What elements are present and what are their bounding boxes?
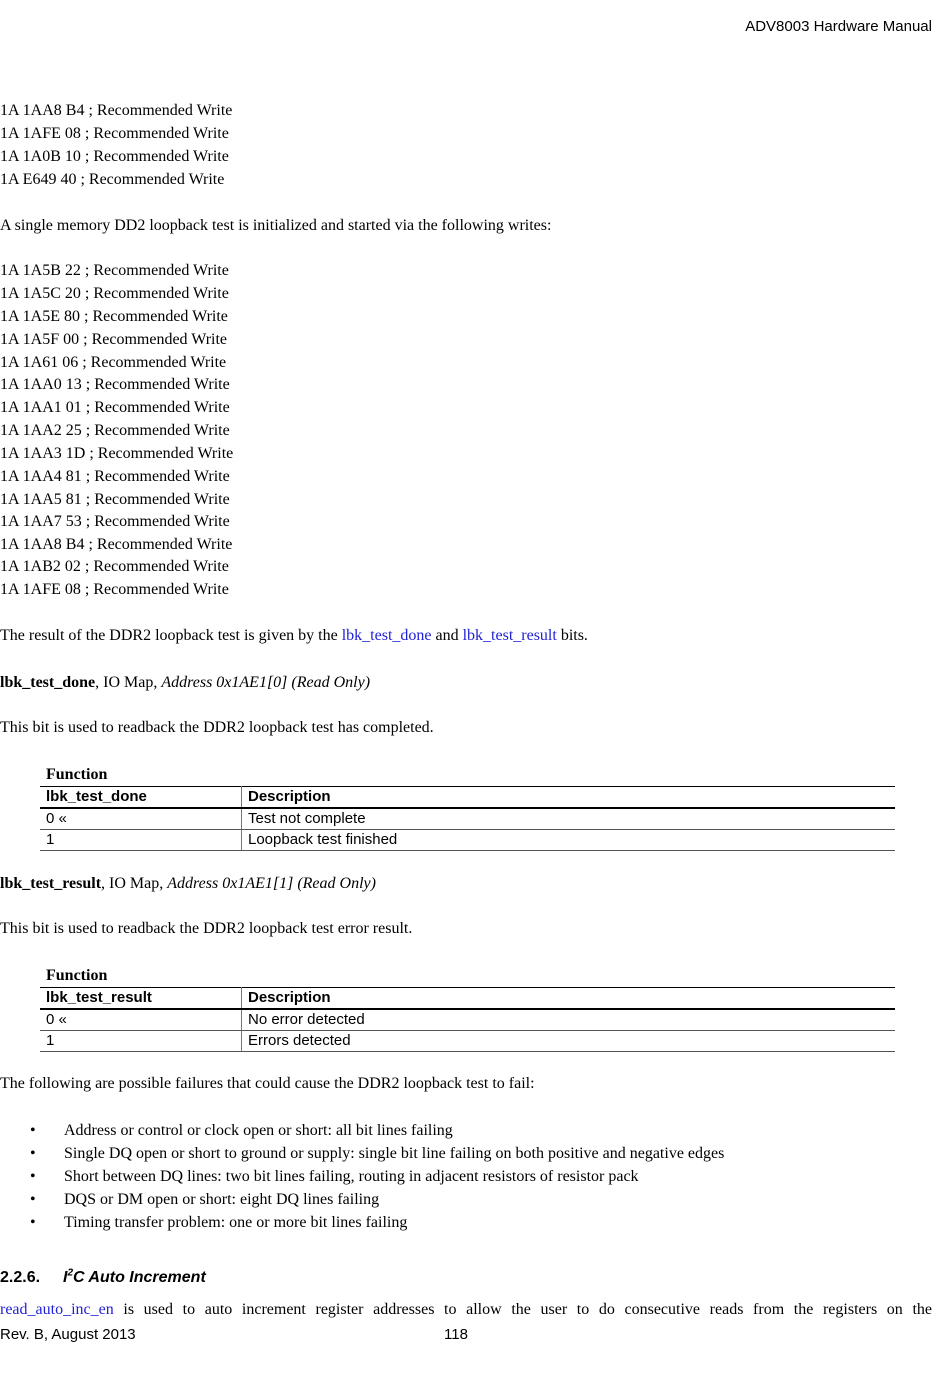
register-name: lbk_test_done [0, 674, 96, 691]
table-header-row [40, 787, 895, 809]
table-caption: Function [46, 967, 108, 984]
document-header: ADV8003 Hardware Manual [745, 18, 932, 35]
lbk-test-result-link[interactable]: lbk_test_result [462, 627, 557, 644]
write-line: 1A 1AA1 01 ; Recommended Write [0, 399, 230, 416]
list-item [30, 1165, 724, 1188]
auto-increment-paragraph [0, 1301, 932, 1319]
register-description: This bit is used to readback the DDR2 loopback test error result. [0, 920, 413, 937]
table-header-row [40, 988, 895, 1010]
table-row [40, 808, 895, 830]
write-line: 1A E649 40 ; Recommended Write [0, 171, 225, 188]
cell-description: Errors detected [242, 1031, 896, 1052]
footer-revision: Rev. B, August 2013 [0, 1326, 136, 1343]
column-header-value: lbk_test_done [40, 787, 242, 809]
table-caption: Function [46, 766, 108, 783]
write-line: 1A 1AA2 25 ; Recommended Write [0, 422, 230, 439]
write-line: 1A 1AA8 B4 ; Recommended Write [0, 102, 233, 119]
cell-description: No error detected [242, 1009, 896, 1031]
result-text-post: bits. [556, 627, 588, 644]
cell-description: Loopback test finished [242, 830, 896, 851]
write-line: 1A 1AFE 08 ; Recommended Write [0, 125, 229, 142]
failures-intro: The following are possible failures that could cause the DDR2 loopback test to fail: [0, 1075, 535, 1092]
table-row [40, 1031, 895, 1052]
table-row [40, 1009, 895, 1031]
write-line: 1A 1AA8 B4 ; Recommended Write [0, 536, 233, 553]
register-map: , IO Map, [95, 674, 162, 691]
write-line: 1A 1A61 06 ; Recommended Write [0, 354, 227, 371]
cell-description: Test not complete [242, 808, 896, 830]
section-heading [0, 1268, 206, 1287]
function-table-result [40, 965, 895, 1052]
register-heading-done [0, 674, 370, 692]
write-line: 1A 1A5F 00 ; Recommended Write [0, 331, 228, 348]
failures-list [30, 1119, 724, 1234]
bullet-icon: • [30, 1145, 36, 1162]
section-number: 2.2.6. [0, 1269, 41, 1287]
write-line: 1A 1AA3 1D ; Recommended Write [0, 445, 234, 462]
bullet-icon: • [30, 1168, 36, 1185]
write-line: 1A 1A5B 22 ; Recommended Write [0, 262, 229, 279]
section-title-superscript: 2 [67, 1268, 74, 1279]
list-item [30, 1188, 724, 1211]
write-line: 1A 1AA4 81 ; Recommended Write [0, 468, 230, 485]
write-line: 1A 1A5E 80 ; Recommended Write [0, 308, 228, 325]
write-line: 1A 1AA5 81 ; Recommended Write [0, 491, 230, 508]
write-line: 1A 1AA0 13 ; Recommended Write [0, 376, 230, 393]
write-line: 1A 1A5C 20 ; Recommended Write [0, 285, 229, 302]
write-line: 1A 1AB2 02 ; Recommended Write [0, 558, 229, 575]
bullet-icon: • [30, 1191, 36, 1208]
write-line: 1A 1AA7 53 ; Recommended Write [0, 513, 230, 530]
list-item [30, 1211, 724, 1234]
register-name: lbk_test_result [0, 875, 102, 892]
register-description: This bit is used to readback the DDR2 loopback test has completed. [0, 719, 434, 736]
list-item-text: Timing transfer problem: one or more bit lines failing [64, 1214, 408, 1231]
section-title [63, 1269, 206, 1286]
section-title-post: C Auto Increment [73, 1269, 206, 1287]
lbk-test-done-link[interactable]: lbk_test_done [341, 627, 432, 644]
bullet-icon: • [30, 1122, 36, 1139]
result-text-pre: The result of the DDR2 loopback test is given by the [0, 627, 342, 644]
register-map: , IO Map, [101, 875, 168, 892]
function-table [40, 987, 895, 1052]
table-row [40, 830, 895, 851]
function-table [40, 786, 895, 851]
cell-value: 1 [40, 830, 242, 851]
cell-value: 1 [40, 1031, 242, 1052]
paragraph-text: is used to auto increment register addresses to allow the user to do consecutive reads from the registers on the [113, 1301, 932, 1318]
column-header-description: Description [242, 988, 896, 1010]
page-number: 118 [444, 1326, 468, 1343]
function-table-done [40, 764, 895, 851]
list-item [30, 1119, 724, 1142]
write-line: 1A 1A0B 10 ; Recommended Write [0, 148, 229, 165]
result-paragraph [0, 627, 588, 645]
register-address: Address 0x1AE1[0] (Read Only) [161, 674, 371, 691]
register-heading-result [0, 875, 376, 893]
column-header-value: lbk_test_result [40, 988, 242, 1010]
list-item-text: DQS or DM open or short: eight DQ lines failing [64, 1191, 380, 1208]
column-header-description: Description [242, 787, 896, 809]
intro-paragraph: A single memory DD2 loopback test is initialized and started via the following writes: [0, 217, 552, 234]
write-line: 1A 1AFE 08 ; Recommended Write [0, 581, 229, 598]
list-item [30, 1142, 724, 1165]
read-auto-inc-en-link[interactable]: read_auto_inc_en [0, 1301, 114, 1318]
bullet-icon: • [30, 1214, 36, 1231]
section-title-pre: I [63, 1269, 68, 1287]
list-item-text: Short between DQ lines: two bit lines failing, routing in adjacent resistors of resistor pack [64, 1168, 639, 1185]
list-item-text: Single DQ open or short to ground or supply: single bit line failing on both positive and negative edges [64, 1145, 725, 1162]
register-address: Address 0x1AE1[1] (Read Only) [167, 875, 376, 892]
cell-value: 0 « [40, 808, 242, 830]
list-item-text: Address or control or clock open or short: all bit lines failing [64, 1122, 453, 1139]
cell-value: 0 « [40, 1009, 242, 1031]
result-text-mid: and [431, 627, 463, 644]
